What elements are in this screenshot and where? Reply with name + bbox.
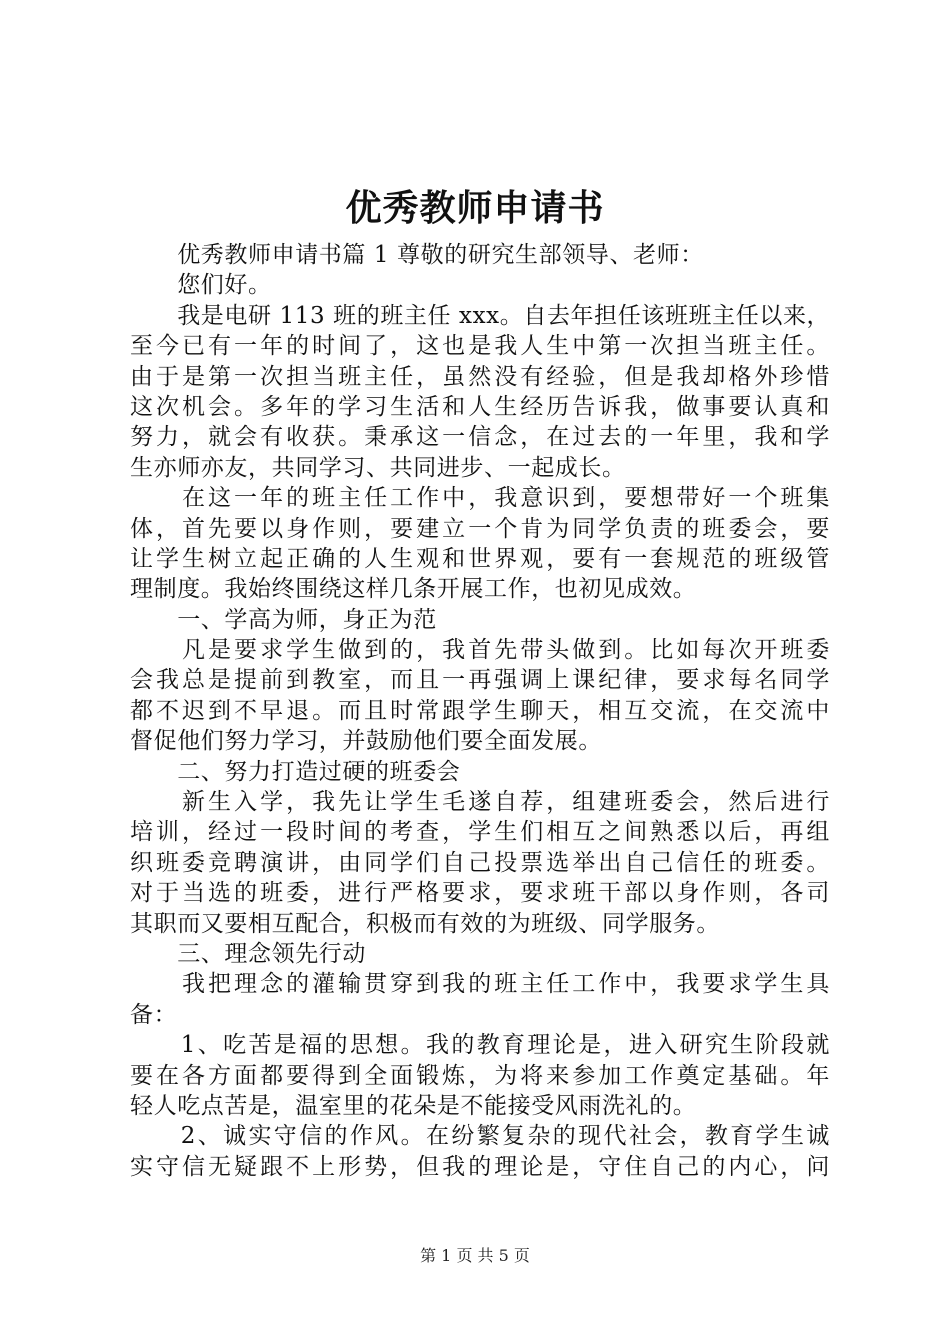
text-line: 让学生树立起正确的人生观和世界观，要有一套规范的班级管 — [130, 545, 830, 572]
text-line: 一、学高为师，身正为范 — [130, 606, 437, 633]
text-line: 新生入学，我先让学生毛遂自荐，组建班委会，然后进行 — [130, 789, 830, 816]
text-line: 培训，经过一段时间的考查，学生们相互之间熟悉以后，再组 — [130, 819, 830, 846]
document-body — [130, 240, 830, 1182]
text-line: 会我总是提前到教室，而且一再强调上课纪律，要求每名同学 — [130, 667, 830, 694]
text-line: 织班委竞聘演讲，由同学们自己投票选举出自己信任的班委。 — [130, 849, 830, 876]
text-line: 我把理念的灌输贯穿到我的班主任工作中，我要求学生具 — [130, 971, 830, 998]
text-line: 这次机会。多年的学习生活和人生经历告诉我，做事要认真和 — [130, 393, 830, 420]
text-line: 实守信无疑跟不上形势，但我的理论是，守住自己的内心，问 — [130, 1153, 830, 1180]
text-line: 在这一年的班主任工作中，我意识到，要想带好一个班集 — [130, 485, 830, 512]
text-line: 都不迟到不早退。而且时常跟学生聊天，相互交流，在交流中 — [130, 697, 830, 724]
text-line: 理制度。我始终围绕这样几条开展工作，也初见成效。 — [130, 576, 697, 603]
text-line: 凡是要求学生做到的，我首先带头做到。比如每次开班委 — [130, 637, 830, 664]
text-line: 2、诚实守信的作风。在纷繁复杂的现代社会，教育学生诚 — [130, 1123, 830, 1150]
text-line: 由于是第一次担当班主任，虽然没有经验，但是我却格外珍惜 — [130, 363, 830, 390]
page-footer: 第 1 页 共 5 页 — [420, 1246, 530, 1265]
text-line: 要在各方面都要得到全面锻炼，为将来参加工作奠定基础。年 — [130, 1062, 830, 1089]
text-line: 优秀教师申请书篇 1 尊敬的研究生部领导、老师： — [130, 242, 704, 268]
document-title: 优秀教师申请书 — [345, 187, 605, 229]
text-line: 体，首先要以身作则，要建立一个肯为同学负责的班委会，要 — [130, 515, 830, 542]
text-line: 我是电研 113 班的班主任 xxx。自去年担任该班班主任以来， — [130, 302, 830, 329]
text-line: 备： — [130, 1001, 178, 1028]
text-line: 生亦师亦友，共同学习、共同进步、一起成长。 — [130, 454, 626, 481]
text-line: 1、吃苦是福的思想。我的教育理论是，进入研究生阶段就 — [130, 1032, 830, 1059]
text-line: 三、理念领先行动 — [130, 940, 366, 967]
text-line: 至今已有一年的时间了，这也是我人生中第一次担当班主任。 — [130, 333, 830, 360]
text-line: 努力，就会有收获。秉承这一信念，在过去的一年里，我和学 — [130, 424, 830, 451]
text-line: 您们好。 — [130, 272, 272, 299]
text-line: 对于当选的班委，进行严格要求，要求班干部以身作则，各司 — [130, 880, 830, 907]
text-line: 督促他们努力学习，并鼓励他们要全面发展。 — [130, 728, 602, 755]
text-line: 其职而又要相互配合，积极而有效的为班级、同学服务。 — [130, 910, 720, 937]
text-line: 轻人吃点苦是，温室里的花朵是不能接受风雨洗礼的。 — [130, 1092, 697, 1119]
text-line: 二、努力打造过硬的班委会 — [130, 758, 461, 785]
